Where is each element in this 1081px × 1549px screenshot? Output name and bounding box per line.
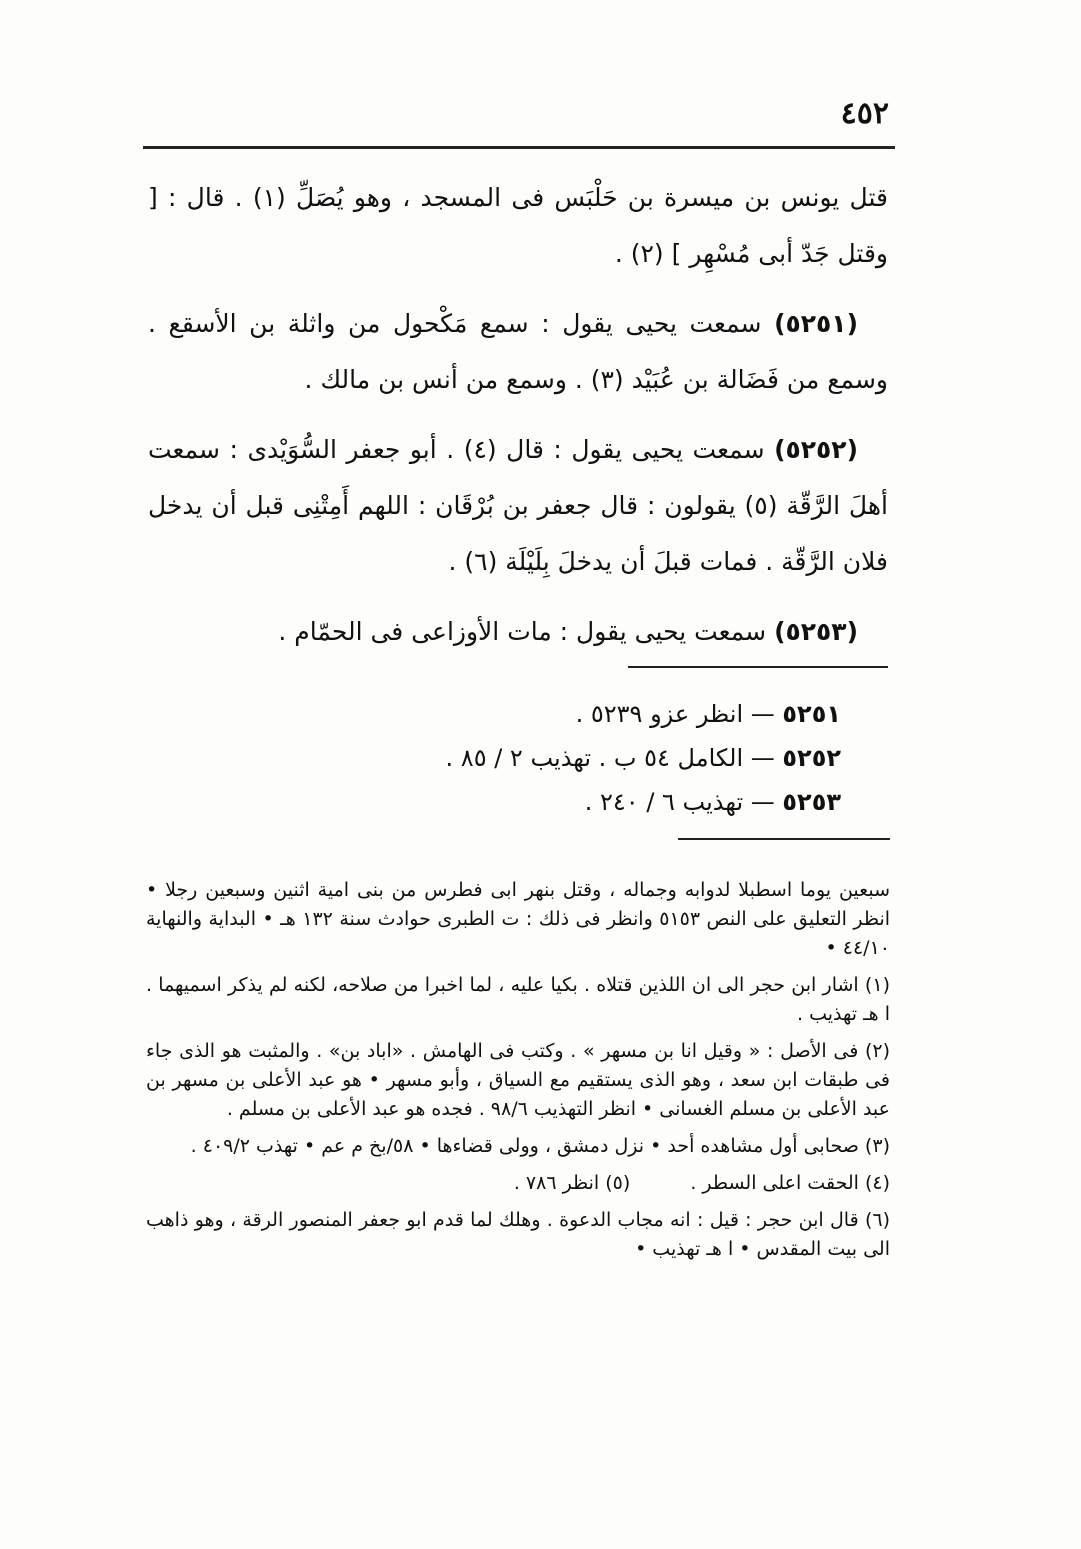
footnote-5: (٥) انظر ٧٨٦ . <box>513 1172 631 1194</box>
page-number: ٤٥٢ <box>840 96 889 131</box>
reference-number: ٥٢٥٣ <box>782 788 841 816</box>
entry-5252 <box>148 422 888 590</box>
entry-5253 <box>148 604 888 660</box>
reference-number: ٥٢٥٢ <box>782 744 841 772</box>
footnotes-divider <box>678 838 890 840</box>
entry-number: (٥٢٥٢) <box>774 435 859 464</box>
header-rule <box>143 146 895 149</box>
footnotes-4-5 <box>146 1169 890 1198</box>
reference-line <box>446 736 841 780</box>
footnote-4: (٤) الحقت اعلى السطر . <box>690 1172 890 1194</box>
paragraph-continuation: قتل يونس بن ميسرة بن حَلْبَس فى المسجد ، وهو يُصَلِّ (١) . قال : [ وقتل جَدّ أبى مُسْهِر ] (٢) . <box>148 183 888 268</box>
footnote-3: (٣) صحابى أول مشاهده أحد • نزل دمشق ، وولى قضاءها • ٥٨/بخ م عم • تهذب ٤٠٩/٢ . <box>190 1135 890 1157</box>
entry-text: سمعت يحيى يقول : سمع مَكْحول من واثلة بن الأسقع . وسمع من فَضَالة بن عُبَيْد (٣) . وسمع من أنس بن مالك . <box>148 309 888 394</box>
entry-5251 <box>148 296 888 408</box>
footnote-2: (٢) فى الأصل : « وقيل انا بن مسهر » . وكتب فى الهامش . «اباد بن» . والمثبت هو الذى جاء فى طبقات ابن سعد ، وهو الذى يستقيم مع السياق ، وأبو مسهر • هو عبد الأعلى بن مسهر بن عبد الأعلى بن مسلم الغسانى • انظر التهذيب ٩٨/٦ . فجده هو عبد الأعلى بن مسلم . <box>146 1040 890 1120</box>
reference-text: — انظر عزو ٥٢٣٩ . <box>575 700 775 728</box>
footnote-continuation: سبعين يوما اسطبلا لدوابه وجماله ، وقتل بنهر ابى فطرس من بنى امية اثنين وسبعين رجلا • انظر التعليق على النص ٥١٥٣ وانظر فى ذلك : ت الطبرى حوادث سنة ١٣٢ هـ • البداية والنهاية ٤٤/١٠ • <box>146 879 891 959</box>
entry-number: (٥٢٥١) <box>774 309 858 338</box>
reference-line <box>446 692 841 736</box>
footnote-6: (٦) قال ابن حجر : قيل : انه مجاب الدعوة . وهلك لما قدم ابو جعفر المنصور الرقة ، وهو ذاهب الى بيت المقدس • ا هـ تهذيب • <box>146 1209 890 1260</box>
entry-number: (٥٢٥٣) <box>774 617 858 646</box>
references-list <box>446 692 841 824</box>
main-text <box>148 170 888 674</box>
footnotes <box>146 876 890 1272</box>
footnote-1: (١) اشار ابن حجر الى ان اللذين قتلاه . بكيا عليه ، لما اخبرا من صلاحه، لكنه لم يذكر اسميهما . ا هـ تهذيب . <box>146 974 890 1025</box>
reference-number: ٥٢٥١ <box>782 700 841 728</box>
reference-line <box>446 780 841 824</box>
reference-text: — الكامل ٥٤ ب . تهذيب ٢ / ٨٥ . <box>445 744 775 772</box>
reference-text: — تهذيب ٦ / ٢٤٠ . <box>584 788 775 816</box>
references-divider <box>628 666 888 668</box>
entry-text: سمعت يحيى يقول : مات الأوزاعى فى الحمّام . <box>278 617 767 646</box>
entry-text: سمعت يحيى يقول : قال (٤) . أبو جعفر السُّوَيْدى : سمعت أهلَ الرَّقّة (٥) يقولون : قال جعفر بن بُرْقَان : اللهم أَمِتْنِى قبل أن يدخل فلان الرَّقّة . فمات قبلَ أن يدخلَ بِلَيْلَة (٦) . <box>148 435 888 576</box>
